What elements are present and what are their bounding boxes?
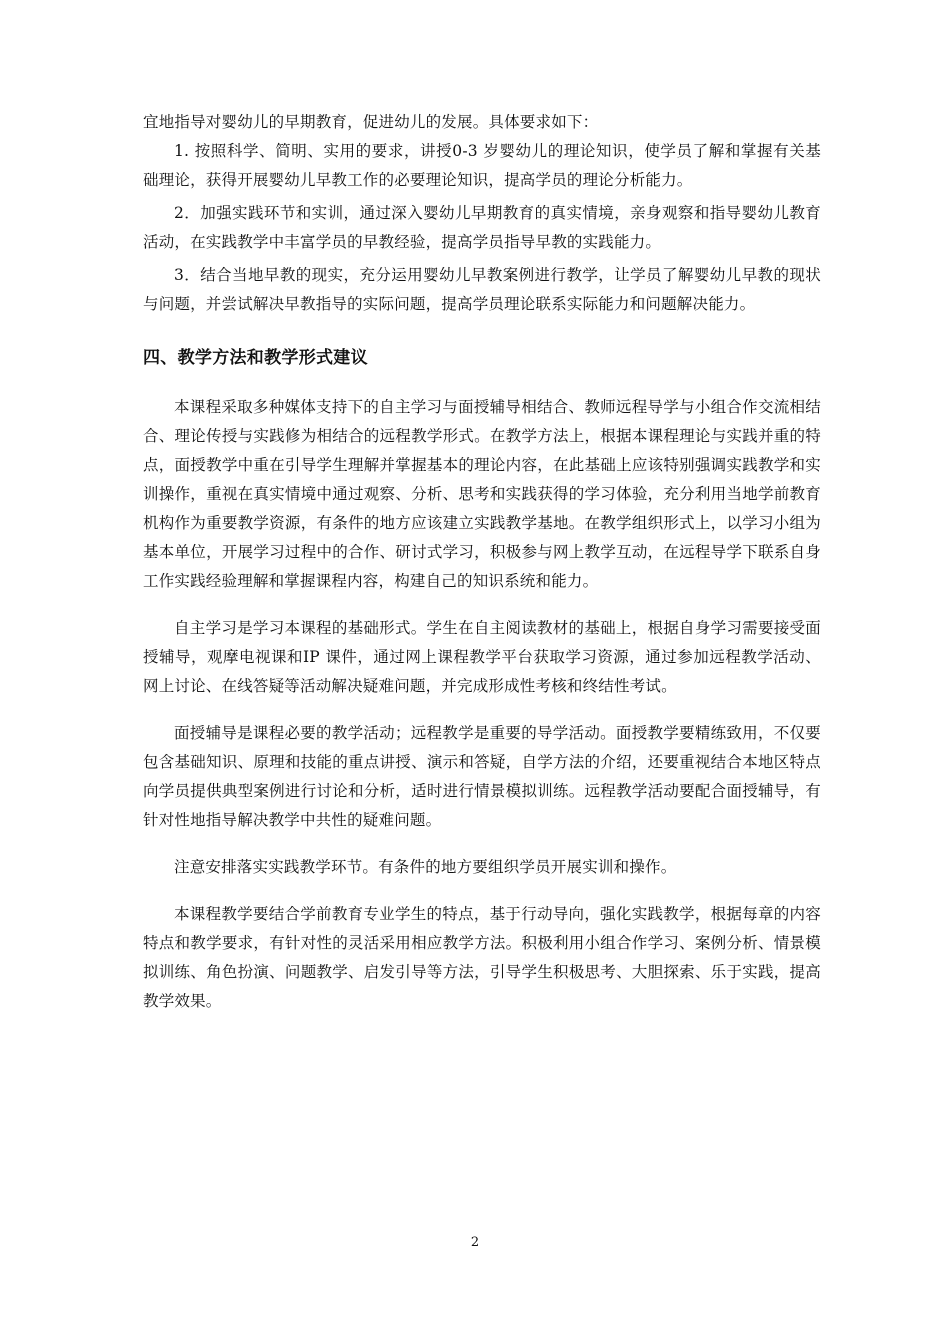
requirement-item-2: 2．加强实践环节和实训，通过深入婴幼儿早期教育的真实情境，亲身观察和指导婴幼儿教育活动，在实践教学中丰富学员的早教经验，提高学员指导早教的实践能力。 xyxy=(143,204,821,251)
page-content xyxy=(143,108,821,1016)
requirement-item-1: 1. 按照科学、简明、实用的要求，讲授0-3 岁婴幼儿的理论知识，使学员了解和掌握有关基础理论，获得开展婴幼儿早教工作的必要理论知识，提高学员的理论分析能力。 xyxy=(143,142,821,189)
page-number: 2 xyxy=(470,1235,480,1250)
intro-continuation: 宜地指导对婴幼儿的早期教育，促进幼儿的发展。具体要求如下： xyxy=(143,113,599,131)
paragraph-face-to-face: 面授辅导是课程必要的教学活动；远程教学是重要的导学活动。面授教学要精练致用，不仅要包含基础知识、原理和技能的重点讲授、演示和答疑，自学方法的介绍，还要重视结合本地区特点向学员提供典型案例进行讨论和分析，适时进行情景模拟训练。远程教学活动要配合面授辅导，有针对性地指导解决教学中共性的疑难问题。 xyxy=(143,724,821,829)
section-heading: 四、教学方法和教学形式建议 xyxy=(143,348,368,368)
requirement-item-3: 3．结合当地早教的现实，充分运用婴幼儿早教案例进行教学，让学员了解婴幼儿早教的现状与问题，并尝试解决早教指导的实际问题，提高学员理论联系实际能力和问题解决能力。 xyxy=(143,266,821,313)
paragraph-practice: 注意安排落实实践教学环节。有条件的地方要组织学员开展实训和操作。 xyxy=(174,858,677,876)
paragraph-self-study: 自主学习是学习本课程的基础形式。学生在自主阅读教材的基础上，根据自身学习需要接受面授辅导，观摩电视课和IP 课件，通过网上课程教学平台获取学习资源，通过参加远程教学活动、网上讨论、在线答疑等活动解决疑难问题，并完成形成性考核和终结性考试。 xyxy=(143,619,821,695)
paragraph-teaching-forms: 本课程采取多种媒体支持下的自主学习与面授辅导相结合、教师远程导学与小组合作交流相结合、理论传授与实践修为相结合的远程教学形式。在教学方法上，根据本课程理论与实践并重的特点，面授教学中重在引导学生理解并掌握基本的理论内容，在此基础上应该特别强调实践教学和实训操作，重视在真实情境中通过观察、分析、思考和实践获得的学习体验，充分利用当地学前教育机构作为重要教学资源，有条件的地方应该建立实践教学基地。在教学组织形式上，以学习小组为基本单位，开展学习过程中的合作、研讨式学习，积极参与网上教学互动，在远程导学下联系自身工作实践经验理解和掌握课程内容，构建自己的知识系统和能力。 xyxy=(143,398,821,590)
paragraph-teaching-methods: 本课程教学要结合学前教育专业学生的特点，基于行动导向，强化实践教学，根据每章的内容特点和教学要求，有针对性的灵活采用相应教学方法。积极利用小组合作学习、案例分析、情景模拟训练、角色扮演、问题教学、启发引导等方法，引导学生积极思考、大胆探索、乐于实践，提高教学效果。 xyxy=(143,905,821,1010)
